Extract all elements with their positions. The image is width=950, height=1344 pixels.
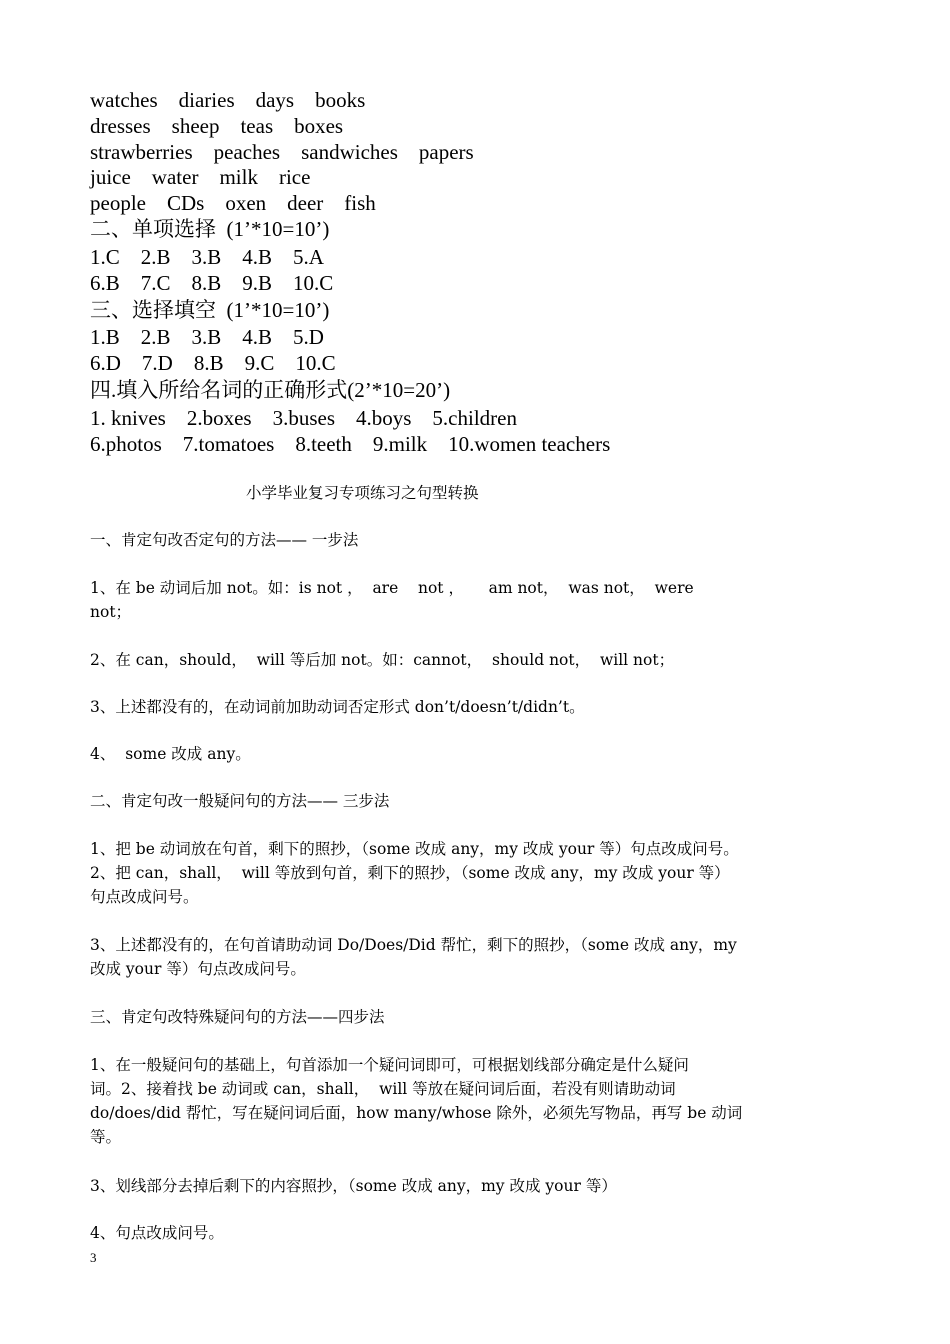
section-whquestion-heading: 三、肯定句改特殊疑问句的方法——四步法 xyxy=(90,1008,385,1026)
section4-answers-row-1: 1. knives 2.boxes 3.buses 4.boys 5.children xyxy=(90,406,517,430)
whquestion-rule-4: 4、句点改成问号。 xyxy=(90,1224,224,1242)
section2-title: 二、单项选择 (1’*10=10’) xyxy=(90,217,330,241)
negative-rule-2: 2、在 can，should， will 等后加 not。如：cannot， should not， will not； xyxy=(90,651,675,669)
whquestion-rule-1-line-2: 词。2、接着找 be 动词或 can，shall， will 等放在疑问词后面，若没有则请助动词 xyxy=(90,1080,676,1098)
section-yesno-heading: 二、肯定句改一般疑问句的方法—— 三步法 xyxy=(90,792,390,810)
yesno-rule-2-line-2: 句点改成问号。 xyxy=(90,888,199,906)
whquestion-rule-1-line-1: 1、在一般疑问句的基础上，句首添加一个疑问词即可，可根据划线部分确定是什么疑问 xyxy=(90,1056,689,1074)
article-title: 小学毕业复习专项练习之句型转换 xyxy=(246,484,479,502)
section3-answers-row-2: 6.D 7.D 8.B 9.C 10.C xyxy=(90,351,336,375)
word-line-4: juice water milk rice xyxy=(90,165,311,189)
section3-answers-row-1: 1.B 2.B 3.B 4.B 5.D xyxy=(90,325,324,349)
section2-answers-row-1: 1.C 2.B 3.B 4.B 5.A xyxy=(90,245,324,269)
whquestion-rule-1-line-3: do/does/did 帮忙，写在疑问词后面，how many/whose 除外，必须先写物品，再写 be 动词 xyxy=(90,1104,743,1122)
yesno-rule-3-line-2: 改成 your 等）句点改成问号。 xyxy=(90,960,306,978)
section2-answers-row-2: 6.B 7.C 8.B 9.B 10.C xyxy=(90,271,334,295)
section-negative-heading: 一、肯定句改否定句的方法—— 一步法 xyxy=(90,531,359,549)
section3-title: 三、选择填空 (1’*10=10’) xyxy=(90,298,330,322)
negative-rule-3: 3、上述都没有的，在动词前加助动词否定形式 don’t/doesn’t/didn’t。 xyxy=(90,698,585,716)
negative-rule-1-line-1: 1、在 be 动词后加 not。如：is not ， are not ， am not， was not， were xyxy=(90,579,694,597)
yesno-rule-2-line-1: 2、把 can，shall， will 等放到句首，剩下的照抄，（some 改成 any，my 改成 your 等） xyxy=(90,864,730,882)
yesno-rule-3-line-1: 3、上述都没有的，在句首请助动词 Do/Does/Did 帮忙，剩下的照抄，（some 改成 any，my xyxy=(90,936,737,954)
section4-title: 四.填入所给名词的正确形式(2’*10=20’) xyxy=(90,378,451,402)
word-line-5: people CDs oxen deer fish xyxy=(90,191,376,215)
word-line-3: strawberries peaches sandwiches papers xyxy=(90,140,474,164)
section4-answers-row-2: 6.photos 7.tomatoes 8.teeth 9.milk 10.women teachers xyxy=(90,432,611,456)
word-line-2: dresses sheep teas boxes xyxy=(90,114,344,138)
yesno-rule-1: 1、把 be 动词放在句首，剩下的照抄，（some 改成 any，my 改成 your 等）句点改成问号。 xyxy=(90,840,739,858)
page-number: 3 xyxy=(90,1250,97,1265)
whquestion-rule-3: 3、划线部分去掉后剩下的内容照抄，（some 改成 any，my 改成 your 等） xyxy=(90,1177,617,1195)
whquestion-rule-1-line-4: 等。 xyxy=(90,1128,122,1146)
negative-rule-4: 4、 some 改成 any。 xyxy=(90,745,251,763)
word-line-1: watches diaries days books xyxy=(90,88,366,112)
negative-rule-1-line-2: not； xyxy=(90,603,132,621)
